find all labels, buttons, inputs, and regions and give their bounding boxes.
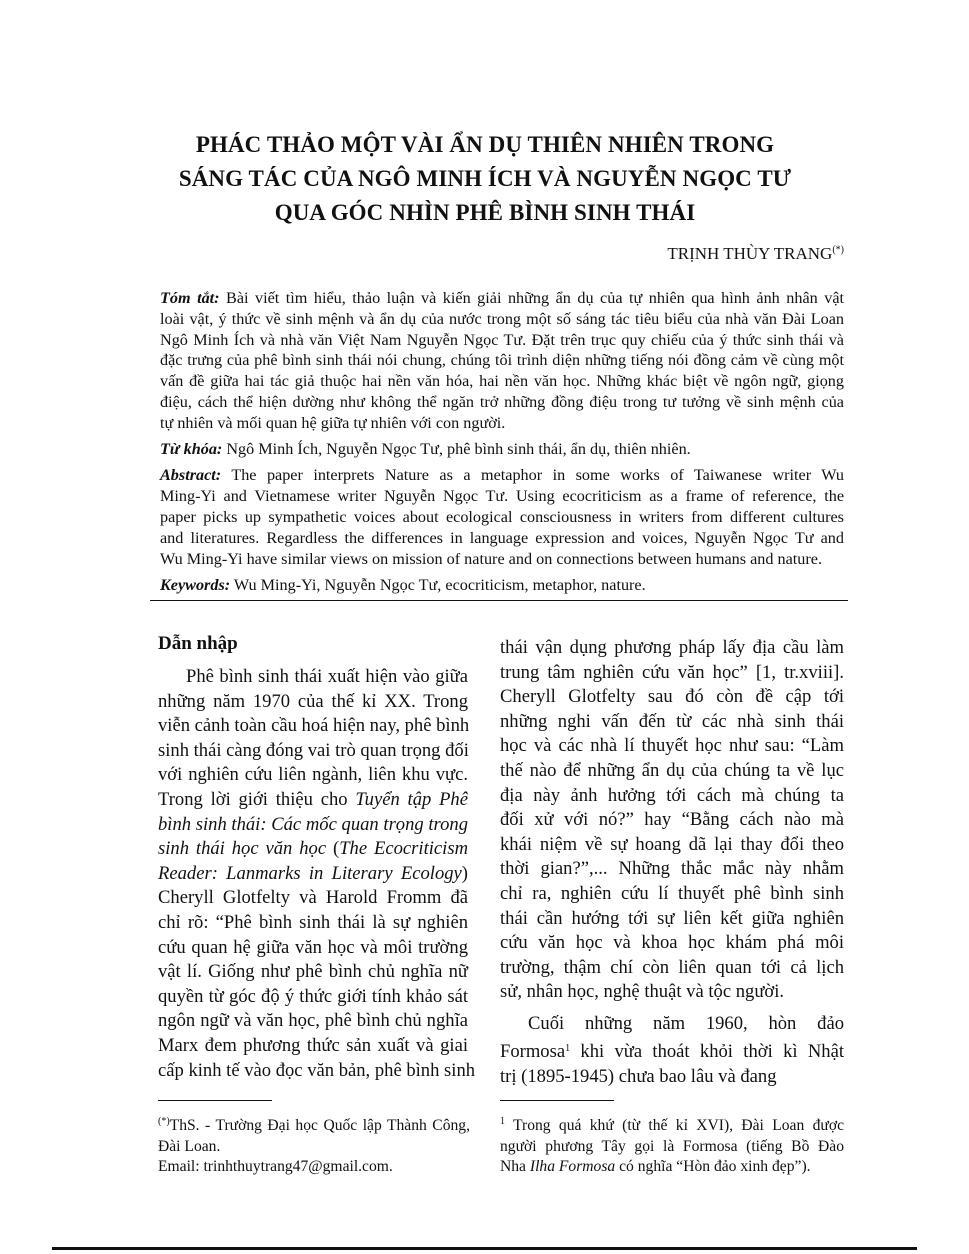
- paragraph: [158, 1157, 470, 1178]
- text-line: [500, 759, 844, 784]
- text-line: [160, 288, 844, 309]
- footnote-mark: cấp kinh tế vào đọc văn bản, phê bình sinh: [158, 1059, 476, 1081]
- author-footnote-mark: (*): [832, 244, 844, 256]
- footnote-mark: có nghĩa “Hòn đảo xinh đẹp”).: [615, 1158, 811, 1175]
- text-line: [160, 309, 844, 330]
- paragraph: [500, 636, 844, 1005]
- text-line: [158, 763, 468, 788]
- footnote-mark: thế nào để những ẩn dụ của chúng ta về lục: [500, 759, 844, 781]
- abstract-block: [160, 288, 844, 601]
- text-line: [158, 1009, 468, 1034]
- footnote-mark: (: [326, 838, 340, 860]
- footnote-mark: Bài viết tìm hiểu, thảo luận và kiến giải những ẩn dụ của tự nhiên qua hình ảnh nhân vật: [219, 289, 844, 307]
- text-line: [158, 714, 468, 739]
- text-line: [500, 1112, 844, 1137]
- footnote-mark: Trong quá khứ (từ thế kỉ XVI), Đài Loan được: [505, 1117, 844, 1134]
- footnote-mark: điệu, cách thể hiện dường như không thể ngăn trở những đồng điệu trong tư tưởng về sinh mệnh của: [160, 392, 844, 411]
- footnote-mark: sinh thái càng đóng vai trò quan trọng đối: [158, 739, 469, 761]
- text-line: [158, 690, 468, 715]
- text-line: [160, 330, 844, 351]
- footnote-mark: paper picks up sympathetic voices about ecological consciousness in writers from different cultures: [160, 507, 844, 526]
- text-line: [500, 833, 844, 858]
- text-line: [500, 710, 844, 735]
- text-line: [160, 528, 844, 549]
- footnote-mark: thái vận dụng phương pháp lấy địa cầu làm: [500, 637, 844, 658]
- footnote-mark: (*): [158, 1116, 170, 1127]
- footnote-mark: Nha: [500, 1158, 530, 1175]
- title-line: PHÁC THẢO MỘT VÀI ẨN DỤ THIÊN NHIÊN TRONG: [195, 132, 775, 157]
- footnote-mark: The paper interprets Nature as a metaphor in some works of Taiwanese writer Wu: [221, 466, 844, 485]
- text-line: [158, 788, 468, 813]
- text-line: [160, 371, 844, 392]
- article-title: [100, 128, 870, 230]
- footnote-mark: trung tâm nghiên cứu văn học” [1, tr.xviii].: [500, 661, 844, 683]
- text-line: [500, 808, 844, 833]
- text-run: Tuyển tập Phê: [355, 788, 468, 810]
- footnote-mark: Email: trinhthuytrang47@gmail.com.: [158, 1158, 393, 1175]
- footnote-mark: 1: [500, 1116, 505, 1127]
- footnote-divider-left: [158, 1100, 272, 1101]
- text-line: [158, 960, 468, 985]
- text-line: [500, 857, 844, 882]
- footnote-mark: tự nhiên và mối quan hệ giữa tự nhiên với con người.: [160, 413, 506, 432]
- footnote-mark: Formosa: [500, 1041, 566, 1062]
- text-line: [158, 813, 468, 838]
- page-bottom-rule: [52, 1247, 917, 1250]
- footnote-mark: quyền từ góc độ ý thức giới tính khảo sát: [158, 985, 468, 1007]
- author: [667, 244, 844, 264]
- text-line: [500, 636, 844, 661]
- text-line: [160, 392, 844, 413]
- section-heading: Dẫn nhập: [158, 633, 238, 654]
- footnote-mark: loài vật, ý thức về sinh mệnh và ẩn dụ của nước trong một số sáng tác tiêu biểu của nhà văn Đài Loan: [160, 309, 844, 328]
- text-line: [158, 1137, 470, 1158]
- text-line: [158, 1157, 470, 1178]
- inline-label: Từ khóa:: [160, 440, 223, 459]
- footnote-mark: trị (1895-1945) chưa bao lâu và đang: [500, 1065, 777, 1087]
- text-line: [160, 413, 844, 434]
- right-column: [500, 636, 844, 1097]
- footnote-mark: đặc trưng của phê bình sinh thái nói chung, chúng tôi trình diện những tiếng nói đồng cảm về cùng một: [160, 351, 844, 370]
- text-line: [500, 1157, 844, 1178]
- text-line: [158, 886, 468, 911]
- text-line: [158, 1034, 468, 1059]
- text-run: Ilha Formosa: [529, 1158, 616, 1175]
- footnote-right: [500, 1112, 844, 1178]
- text-line: [158, 739, 468, 764]
- footnote-mark: địa này ảnh hưởng tới cách mà chúng ta: [500, 784, 844, 806]
- footnote-mark: vấn đề giữa hai tác giả thuộc hai nền văn hóa, hai nền văn học. Những khác biệt về ngôn ngữ, giọng: [160, 372, 844, 391]
- footnote-mark: Đài Loan.: [158, 1137, 221, 1155]
- text-line: [500, 784, 844, 809]
- footnote-mark: những nghi vấn đến từ các nhà sinh thái: [500, 710, 844, 732]
- text-line: [158, 936, 468, 961]
- footnote-mark: Cuối những năm 1960, hòn đảo: [528, 1013, 844, 1035]
- footnote-mark: Trong lời giới thiệu cho: [158, 788, 356, 810]
- text-run: bình sinh thái: Các mốc quan trọng trong: [158, 813, 468, 835]
- text-line: [500, 734, 844, 759]
- paragraph: [158, 665, 476, 1083]
- text-line: [158, 862, 468, 887]
- text-line: [158, 1059, 476, 1084]
- footnote-mark: and literatures. Regardless the differences in language expression and voices, Nguyễn Ngọc Tư and: [160, 528, 844, 547]
- footnote-mark: ngôn ngữ và văn học, phê bình chủ nghĩa: [158, 1010, 468, 1032]
- text-run: sinh thái học văn học: [158, 838, 327, 860]
- inline-label: Tóm tắt:: [160, 289, 220, 307]
- footnote-mark: trường, thậm chí còn liên quan tới cả lịch: [500, 956, 844, 978]
- footnote-mark: Cheryll Glotfelty sau đó còn đề cập tới: [500, 686, 844, 708]
- text-line: [500, 931, 844, 956]
- abstract-divider: [150, 600, 848, 601]
- footnote-mark: ThS. - Trường Đại học Quốc lập Thành Công,: [169, 1117, 470, 1134]
- text-line: [160, 486, 844, 507]
- footnote-mark: chỉ rõ: “Phê bình sinh thái là sự nghiên: [158, 911, 468, 933]
- text-line: [500, 1037, 844, 1065]
- left-column: [158, 665, 476, 1083]
- paragraph: [500, 1112, 844, 1178]
- paragraph: [160, 439, 844, 460]
- text-line: [160, 575, 844, 596]
- text-line: [158, 985, 468, 1010]
- paragraph: [160, 465, 844, 569]
- text-line: [158, 1112, 470, 1137]
- text-run: The Ecocriticism: [339, 838, 468, 860]
- footnote-mark: ): [461, 862, 468, 884]
- text-run: Reader: Lanmarks in Literary Ecology: [158, 862, 462, 884]
- footnote-mark: Ming-Yi and Vietnamese writer Nguyễn Ngọc Tư. Using ecocriticism as a frame of reference, the: [160, 487, 844, 506]
- footnote-mark: thời gian?”,... Những thắc mắc này nhằm: [500, 858, 844, 880]
- text-line: [500, 1137, 844, 1158]
- footnote-mark: học và các nhà lí thuyết học như sau: “Làm: [500, 735, 844, 757]
- footnote-mark: Cheryll Glotfelty và Harold Fromm đã: [158, 887, 468, 909]
- text-line: [160, 549, 844, 570]
- text-line: [500, 956, 844, 981]
- footnote-mark: Phê bình sinh thái xuất hiện vào giữa: [186, 666, 468, 687]
- footnote-mark: với nghiên cứu liên ngành, liên khu vực.: [158, 764, 468, 786]
- text-line: [500, 882, 844, 907]
- text-line: [160, 439, 844, 460]
- text-line: [500, 661, 844, 686]
- text-line: [158, 837, 468, 862]
- footnote-mark: chỉ ra, nghiên cứu lí thuyết phê bình sinh: [500, 882, 844, 904]
- footnote-mark: khái niệm về sự hoang dã lại thay đổi theo: [500, 833, 844, 855]
- footnote-mark: Wu Ming-Yi have similar views on mission of nature and on connections between humans and nature.: [160, 549, 822, 568]
- text-line: [500, 685, 844, 710]
- footnote-mark: sử, nhân học, nghệ thuật và tộc người.: [500, 981, 785, 1003]
- text-line: [158, 911, 468, 936]
- footnote-mark: viễn cảnh toàn cầu hoá hiện nay, phê bình: [158, 715, 470, 737]
- footnote-mark: 1: [565, 1043, 571, 1054]
- footnote-mark: Marx đem phương thức sản xuất và giai: [158, 1034, 468, 1056]
- footnote-mark: cứu quan hệ giữa văn học và môi trường: [158, 936, 468, 958]
- text-line: [500, 907, 844, 932]
- footnote-mark: những năm 1970 của thế kỉ XX. Trong: [158, 690, 468, 712]
- footnote-mark: Ngô Minh Ích, Nguyễn Ngọc Tư, phê bình sinh thái, ẩn dụ, thiên nhiên.: [222, 440, 691, 459]
- text-line: [160, 465, 844, 486]
- footnote-mark: Wu Ming-Yi, Nguyễn Ngọc Tư, ecocriticism, metaphor, nature.: [230, 575, 646, 594]
- footnote-divider-right: [500, 1100, 614, 1101]
- paragraph: [158, 1112, 470, 1157]
- inline-label: Abstract:: [160, 466, 222, 485]
- text-line: [500, 980, 844, 1005]
- footnote-mark: cứu văn học và khoa học khám phá môi: [500, 932, 844, 954]
- footnote-mark: người phương Tây gọi là Formosa (tiếng Bồ Đào: [500, 1137, 844, 1155]
- title-line: SÁNG TÁC CỦA NGÔ MINH ÍCH VÀ NGUYỄN NGỌC TƯ: [178, 166, 792, 191]
- title-line: QUA GÓC NHÌN PHÊ BÌNH SINH THÁI: [274, 200, 696, 225]
- text-line: [500, 1065, 844, 1090]
- footnote-mark: khi vừa thoát khỏi thời kì Nhật: [570, 1041, 844, 1062]
- footnote-mark: Ngô Minh Ích và nhà văn Việt Nam Nguyễn Ngọc Tư. Đặt trên trục quy chiếu của ý thức sinh thái và: [160, 330, 844, 349]
- paragraph: [160, 288, 844, 434]
- footnote-mark: thái cần hướng tới sự liên kết giữa nghiên: [500, 907, 844, 929]
- author-name: TRỊNH THÙY TRANG: [667, 244, 833, 263]
- footnote-left: [158, 1112, 470, 1178]
- text-line: [160, 350, 844, 371]
- text-line: [158, 665, 468, 690]
- paragraph: [500, 1012, 844, 1089]
- footnote-mark: vật lí. Giống như phê bình chủ nghĩa nữ: [158, 961, 468, 983]
- text-line: [160, 507, 844, 528]
- text-line: [500, 1012, 844, 1037]
- paragraph: [160, 575, 844, 596]
- inline-label: Keywords:: [160, 575, 231, 594]
- footnote-mark: đối xử với nó?” hay “Bằng cách nào mà: [500, 809, 844, 831]
